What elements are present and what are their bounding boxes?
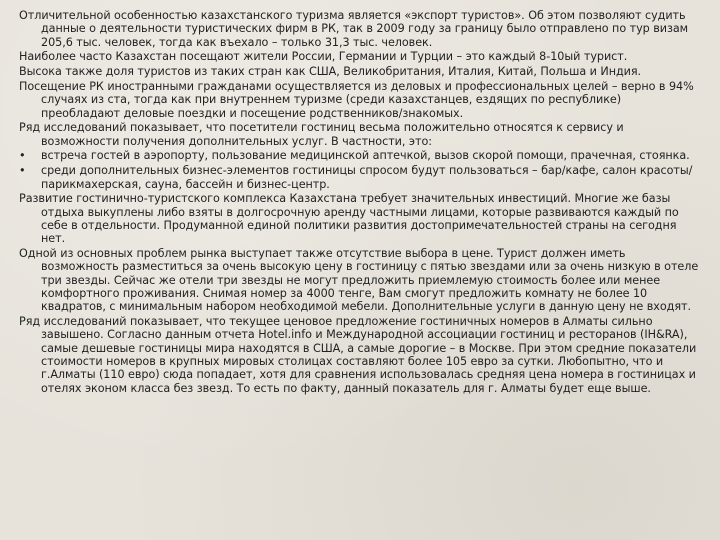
bullet-text: среди дополнительных бизнес-элементов гостиницы спросом будут пользоваться – бар/кафе, салон красоты/парикмахерская, сауна, бассейн и бизнес-центр. — [41, 164, 693, 191]
bullet-text: встреча гостей в аэропорту, пользование медицинской аптечкой, вызов скорой помощи, прачечная, стоянка. — [41, 149, 690, 163]
paragraph-other-countries: Высока также доля туристов из таких стран как США, Великобритания, Италия, Китай, Польша и Индия. — [19, 65, 642, 79]
bullet-icon: • — [19, 164, 26, 178]
paragraph-price-choice: Одной из основных проблем рынка выступает также отсутствие выбора в цене. Турист должен иметь возможность разместиться за очень высокую цену в гостиницу с пятью звездами или за очень низкую в отеле три звезды. Сейчас же отели три звезды не могут предложить приемлемую стоимость более или менее комфортного проживания. Снимая номер за 4000 тенге, Вам смогут предложить комнату не более 10 квадратов, с минимальным набором необходимой мебели. Дополнительные услуги в данную цену не входят. — [19, 247, 699, 314]
paragraph-hotel-research: Ряд исследований показывает, что посетители гостиниц весьма положительно относятся к сервису и возможности получения дополнительных услуг. В частности, это: — [19, 121, 624, 148]
paragraph-frequent-visitors: Наиболее часто Казахстан посещают жители России, Германии и Турции – это каждый 8-10ый турист. — [19, 50, 628, 64]
paragraph-investment: Развитие гостинично-туристского комплекса Казахстана требует значительных инвестиций. Многие же базы отдыха выкуплены либо взяты в долгосрочную аренду частными лицами, которые развиваются каждый по себе в отдельности. Продуманной единой политики развития достопримечательностей страны на сегодня нет. — [19, 192, 679, 246]
bullet-icon: • — [19, 149, 26, 163]
paragraph-tourism-export: Отличительной особенностью казахстанского туризма является «экспорт туристов». Об этом позволяют судить данные о деятельности туристических фирм в РК, так в 2009 году за границу было отправлено по тур визам 205,6 тыс. человек, тогда как въехало – только 31,3 тыс. человек. — [19, 9, 689, 49]
paragraph-visit-purposes: Посещение РК иностранными гражданами осуществляется из деловых и профессиональных целей – верно в 94% случаях из ста, тогда как при внутреннем туризме (среди казахстанцев, ездящих по республике) преобладают деловые поездки и посещение родственников/знакомых. — [19, 79, 694, 120]
paragraph-almaty-prices: Ряд исследований показывает, что текущее ценовое предложение гостиничных номеров в Алматы сильно завышено. Согласно данным отчета Hotel.info и Международной ассоциации гостиниц и ресторанов (IH&RA), самые дешевые гостиницы мира находятся в США, а самые дорогие – в Москве. При этом средние показатели стоимости номеров в крупных мировых столицах составляют более 105 евро за сутки. Любопытно, что и г.Алматы (110 евро) сюда попадает, хотя для сравнения использовалась средняя цена номера в гостиницах и отелях эконом класса без звезд. То есть по факту, данный показатель для г. Алматы будет еще выше. — [19, 315, 697, 395]
bullet-item — [19, 149, 702, 162]
text-body — [19, 9, 702, 395]
bullet-item — [19, 164, 702, 191]
